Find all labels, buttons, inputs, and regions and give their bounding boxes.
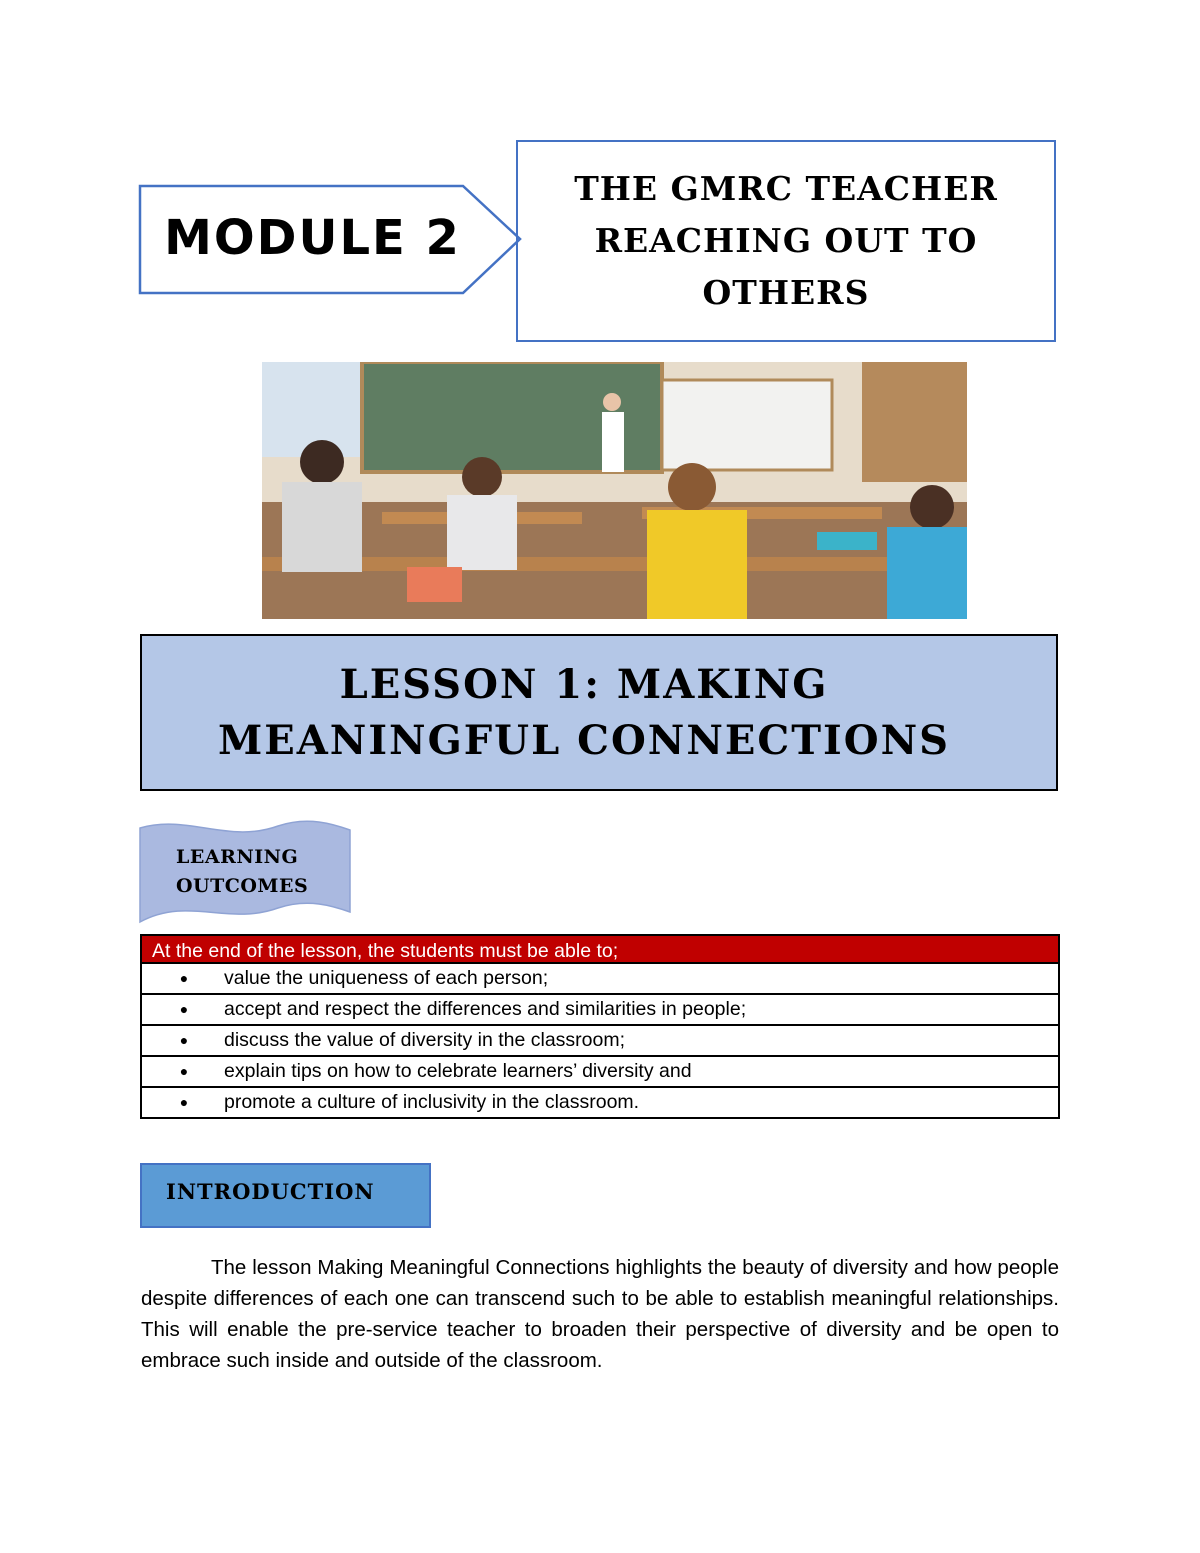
learning-outcomes-label [146, 842, 346, 902]
outcome-item [140, 1088, 1060, 1119]
bullet-icon: ● [179, 1032, 189, 1048]
classroom-photo [262, 362, 967, 619]
outcome-text: explain tips on how to celebrate learners’ diversity and [224, 1060, 692, 1082]
lesson-title-line-1: LESSON 1: MAKING [339, 660, 829, 708]
module-title-line-1: THE GMRC TEACHER [574, 169, 998, 208]
module-title-box [516, 140, 1056, 342]
learning-outcomes-label-line-2: OUTCOMES [176, 875, 309, 897]
bullet-icon: ● [179, 1001, 189, 1017]
lesson-title-banner [140, 634, 1058, 791]
outcome-item [140, 995, 1060, 1026]
module-title-line-3: OTHERS [702, 273, 870, 312]
lesson-title-line-2: MEANINGFUL CONNECTIONS [217, 716, 951, 764]
learning-outcomes-table [140, 934, 1060, 1119]
module-label: MODULE 2 [164, 210, 461, 266]
learning-outcomes-header: At the end of the lesson, the students must be able to; [140, 934, 1060, 964]
outcome-text: promote a culture of inclusivity in the classroom. [224, 1091, 640, 1113]
introduction-label: INTRODUCTION [140, 1163, 431, 1228]
outcome-text: accept and respect the differences and similarities in people; [224, 998, 747, 1020]
outcome-item [140, 964, 1060, 995]
module-title-line-2: REACHING OUT TO [594, 221, 978, 260]
outcome-text: discuss the value of diversity in the classroom; [224, 1029, 626, 1051]
outcome-text: value the uniqueness of each person; [224, 967, 549, 989]
outcome-item [140, 1057, 1060, 1088]
introduction-paragraph: The lesson Making Meaningful Connections highlights the beauty of diversity and how people despite differences of each one can transcend such to be able to establish meaningful relationships. This will enable the pre-service teacher to broaden their perspective of diversity and be open to embrace such inside and outside of the classroom. [141, 1256, 1059, 1372]
learning-outcomes-label-line-1: LEARNING [176, 846, 299, 868]
bullet-icon: ● [179, 970, 189, 986]
bullet-icon: ● [179, 1094, 189, 1110]
outcome-item [140, 1026, 1060, 1057]
bullet-icon: ● [179, 1063, 189, 1079]
